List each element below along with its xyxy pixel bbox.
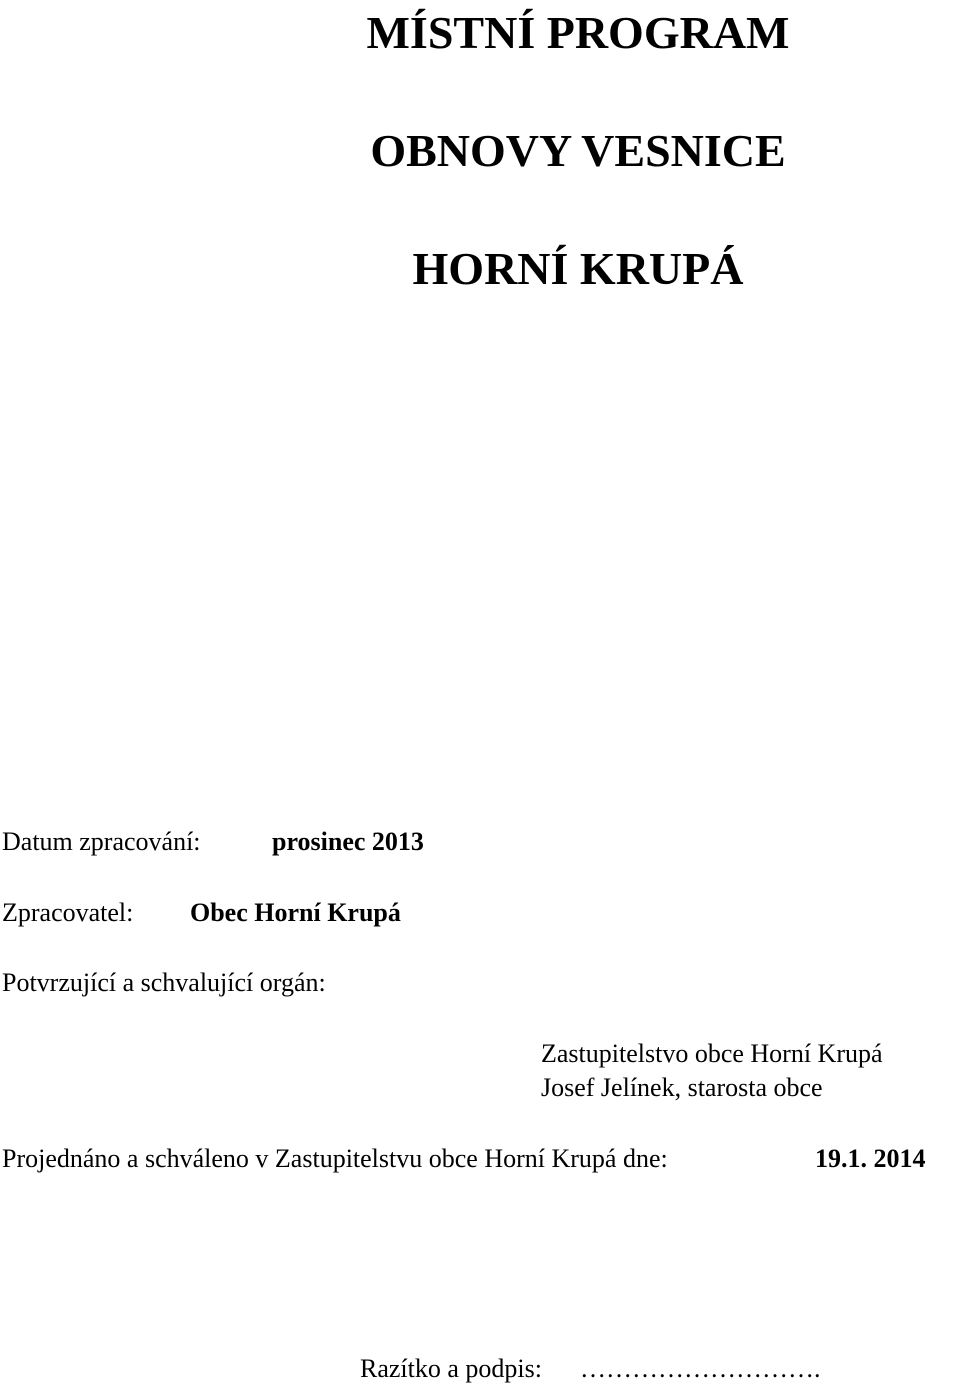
approved-label: Projednáno a schváleno v Zastupitelstvu obce Horní Krupá dne: bbox=[2, 1144, 668, 1173]
author-label: Zpracovatel: bbox=[2, 898, 134, 927]
title-line-2: OBNOVY VESNICE bbox=[370, 125, 786, 176]
author-value: Obec Horní Krupá bbox=[190, 898, 401, 927]
organ-person: Josef Jelínek, starosta obce bbox=[541, 1073, 823, 1102]
organ-name: Zastupitelstvo obce Horní Krupá bbox=[541, 1039, 883, 1068]
date-value: prosinec 2013 bbox=[272, 827, 424, 856]
organ-label: Potvrzující a schvalující orgán: bbox=[2, 968, 326, 997]
date-label: Datum zpracování: bbox=[2, 827, 201, 856]
title-line-1: MÍSTNÍ PROGRAM bbox=[366, 7, 790, 58]
signature-label: Razítko a podpis: bbox=[360, 1354, 542, 1383]
approved-date: 19.1. 2014 bbox=[815, 1144, 926, 1173]
title-line-3: HORNÍ KRUPÁ bbox=[412, 243, 744, 294]
signature-line: ………………………. bbox=[580, 1354, 821, 1383]
